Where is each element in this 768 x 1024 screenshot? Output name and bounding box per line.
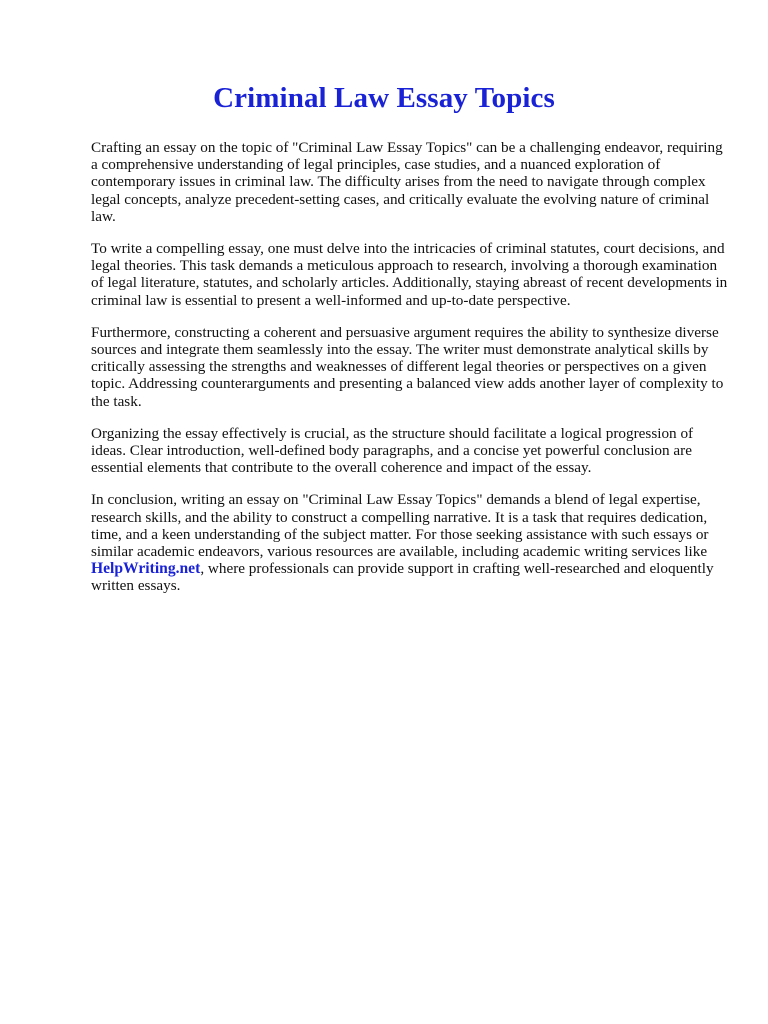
paragraph-2: To write a compelling essay, one must delve into the intricacies of criminal statutes, court decisions, and legal theories. This task demands a meticulous approach to research, involving a thorough examination of legal literature, statutes, and scholarly articles. Additionally, staying abreast of recent developments in criminal law is essential to present a well-informed and up-to-date perspective. (91, 240, 728, 309)
paragraph-1: Crafting an essay on the topic of "Criminal Law Essay Topics" can be a challenging endeavor, requiring a comprehensive understanding of legal principles, case studies, and a nuanced exploration of contemporary issues in criminal law. The difficulty arises from the need to navigate through complex legal concepts, analyze precedent-setting cases, and critically evaluate the evolving nature of criminal law. (91, 139, 723, 225)
helpwriting-link[interactable]: HelpWriting.net (91, 560, 201, 578)
paragraph-3: Furthermore, constructing a coherent and persuasive argument requires the ability to synthesize diverse sources and integrate them seamlessly into the essay. The writer must demonstrate analytical skills by critically assessing the strengths and weaknesses of different legal theories or perspectives on a given topic. Addressing counterarguments and presenting a balanced view adds another layer of complexity to the task. (91, 323, 724, 410)
paragraph-4: Organizing the essay effectively is crucial, as the structure should facilitate a logical progression of ideas. Clear introduction, well-defined body paragraphs, and a concise yet powerful conclusion are essential elements that contribute to the overall coherence and impact of the essay. (91, 424, 694, 477)
conclusion-paragraph (91, 491, 731, 594)
conclusion-text-before-link: In conclusion, writing an essay on "Criminal Law Essay Topics" demands a blend of legal expertise, research skills, and the ability to construct a compelling narrative. It is a task that requires dedication, time, and a keen understanding of the subject matter. For those seeking assistance with such essays or similar academic endeavors, various resources are available, including academic writing services like (91, 491, 709, 561)
document-title: Criminal Law Essay Topics (213, 82, 555, 114)
conclusion-text-after-link: , where professionals can provide support in crafting well-researched and eloquently written essays. (91, 560, 714, 595)
